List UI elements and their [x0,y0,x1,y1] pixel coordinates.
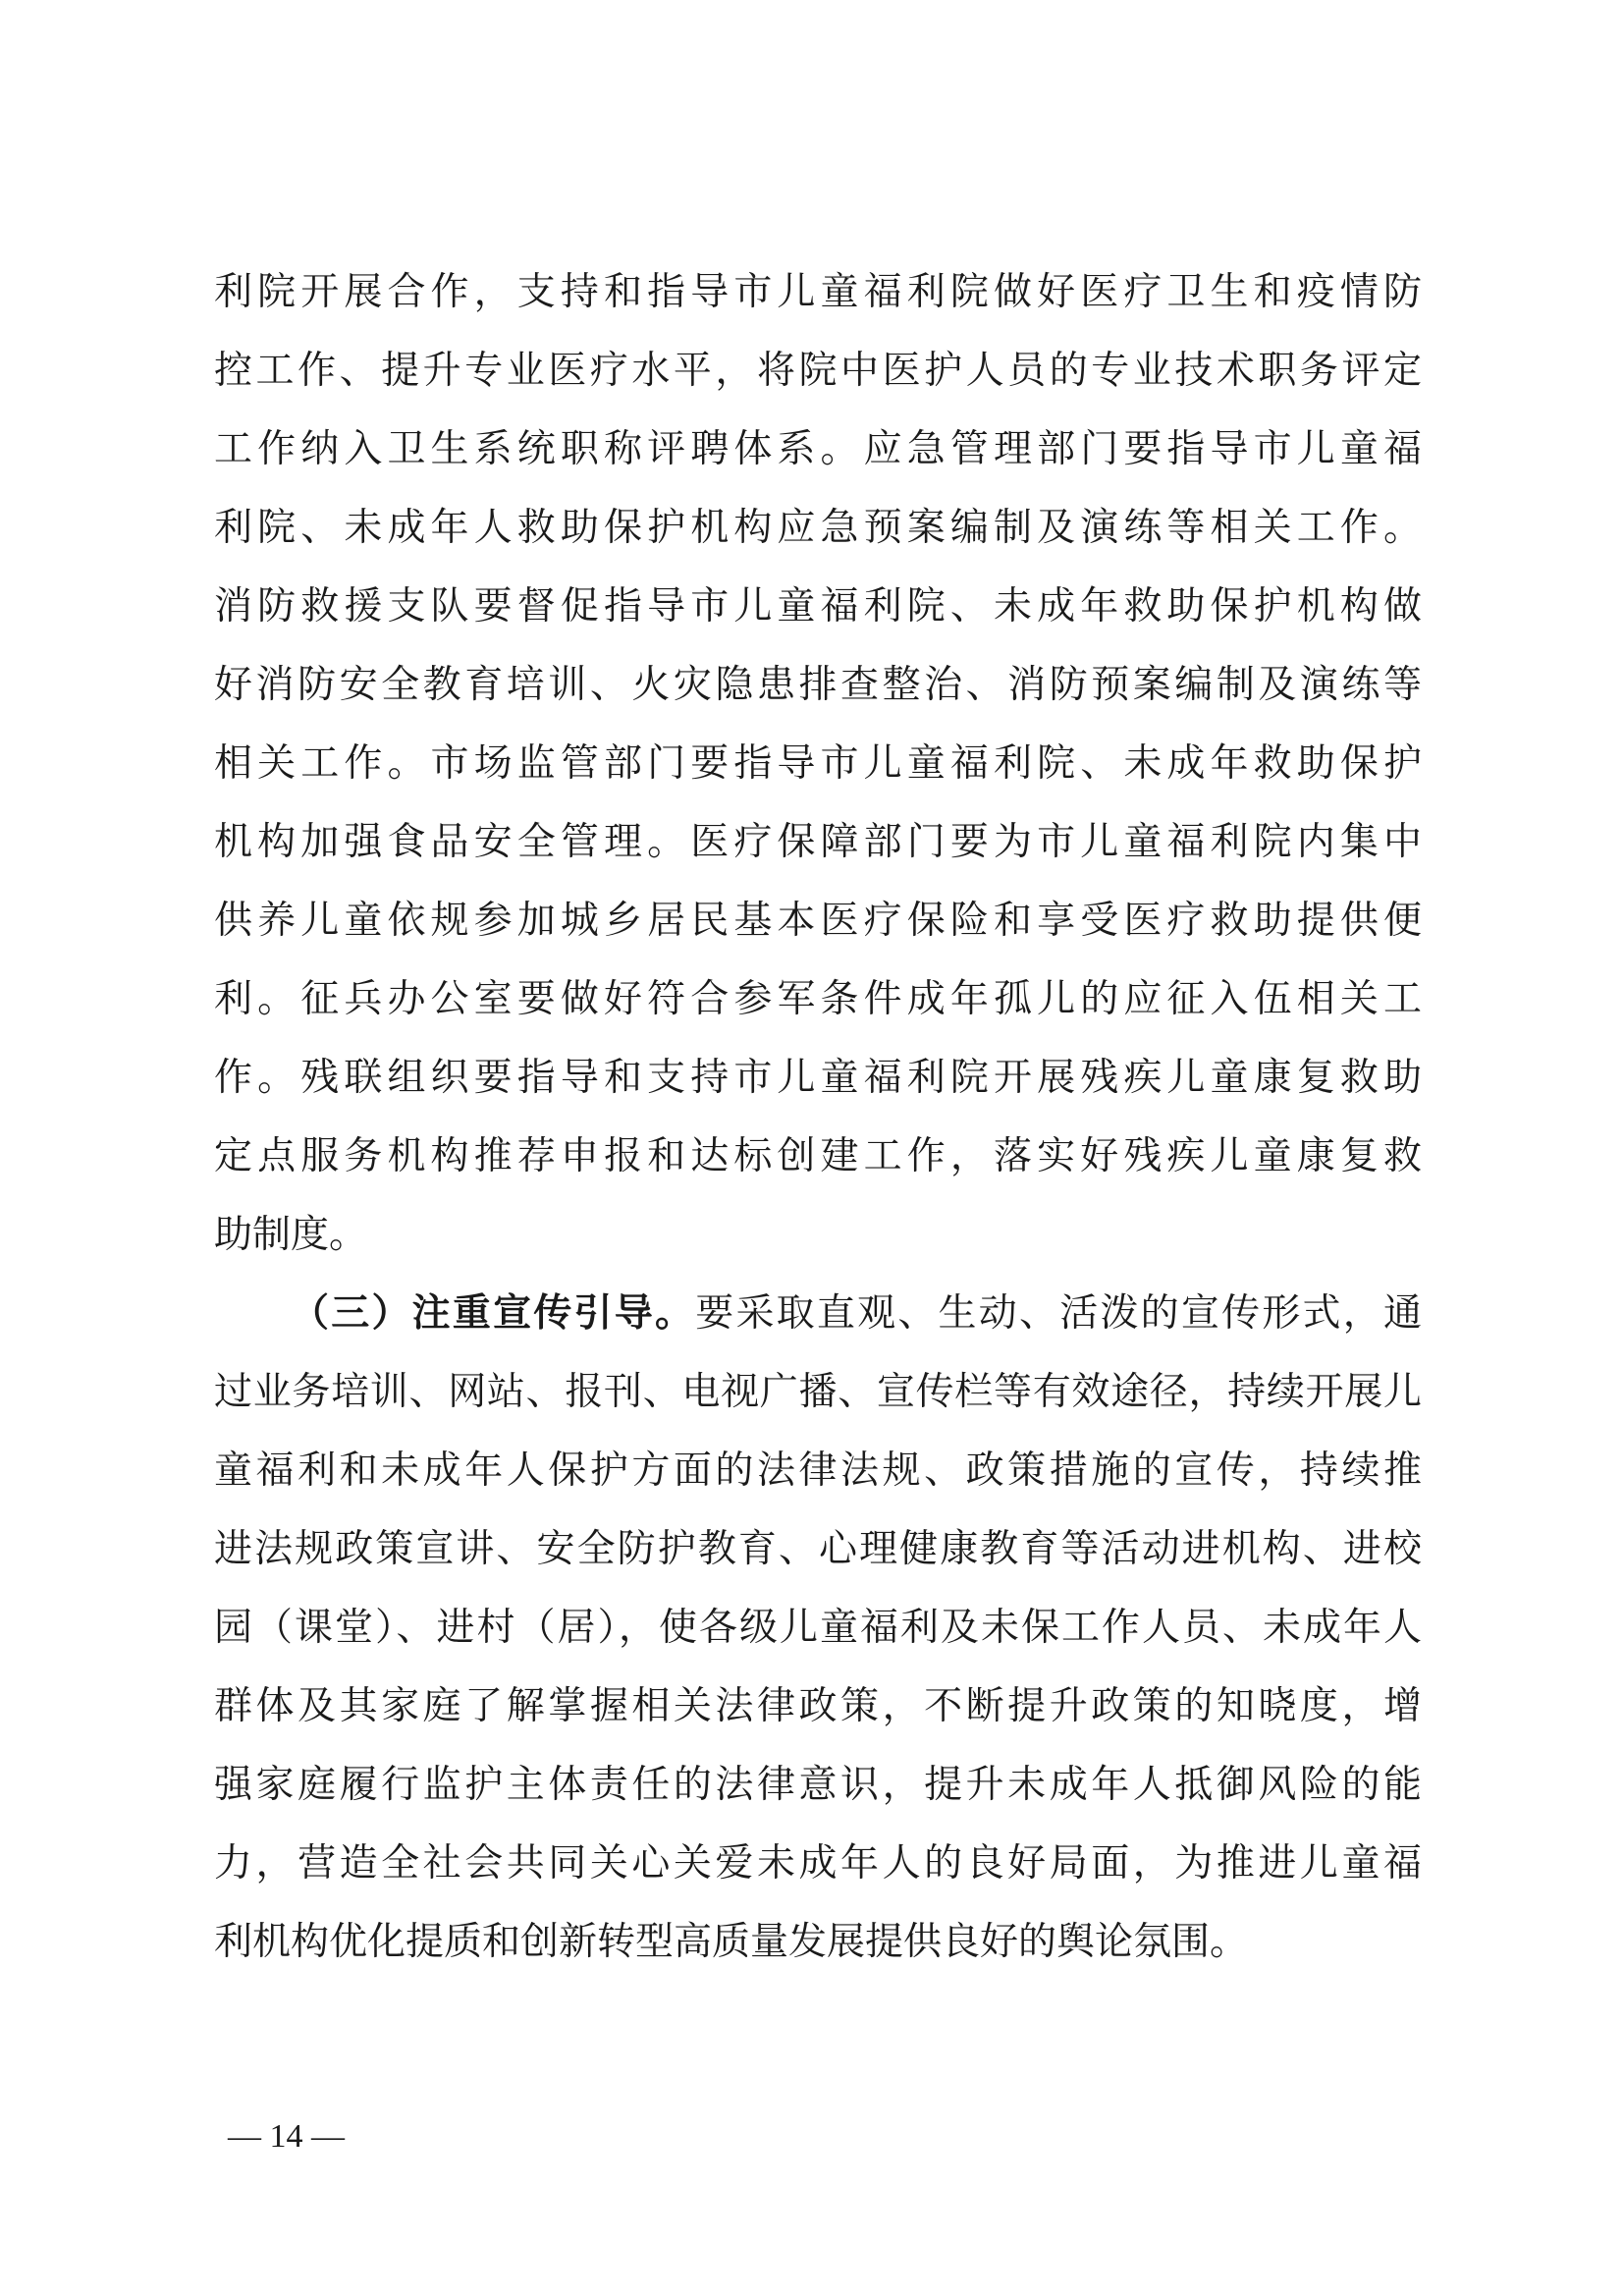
text-run: 要采取直观、生动、活泼的宣传形式，通 [695,1291,1422,1336]
text-line: 好消防安全教育培训、火灾隐患排查整治、消防预案编制及演练等 [214,663,1422,707]
text-line: 利院开展合作，支持和指导市儿童福利院做好医疗卫生和疫情防 [214,270,1422,314]
text-line: 童福利和未成年人保护方面的法律法规、政策措施的宣传，持续推 [214,1449,1422,1493]
text-line: 助制度。 [214,1213,368,1257]
text-line: 强家庭履行监护主体责任的法律意识，提升未成年人抵御风险的能 [214,1763,1422,1807]
body-text [214,253,1422,1982]
text-line: 控工作、提升专业医疗水平，将院中医护人员的专业技术职务评定 [214,349,1422,393]
text-line: 利。征兵办公室要做好符合参军条件成年孤儿的应征入伍相关工 [214,977,1422,1021]
text-line: 利院、未成年人救助保护机构应急预案编制及演练等相关工作。 [214,506,1422,550]
text-line: 定点服务机构推荐申报和达标创建工作，落实好残疾儿童康复救 [214,1134,1422,1178]
text-line: 群体及其家庭了解掌握相关法律政策，不断提升政策的知晓度，增 [214,1684,1422,1728]
text-line: 进法规政策宣讲、安全防护教育、心理健康教育等活动进机构、进校 [214,1527,1422,1571]
text-line: 利机构优化提质和创新转型高质量发展提供良好的舆论氛围。 [214,1920,1249,1964]
text-line: 供养儿童依规参加城乡居民基本医疗保险和享受医疗救助提供便 [214,899,1422,943]
text-line-first [214,1275,1422,1353]
text-line: 机构加强食品安全管理。医疗保障部门要为市儿童福利院内集中 [214,820,1422,864]
text-line: 园（课堂）、进村（居），使各级儿童福利及未保工作人员、未成年人 [214,1606,1422,1650]
page-number: — 14 — [228,2118,345,2155]
text-line: 相关工作。市场监管部门要指导市儿童福利院、未成年救助保护 [214,741,1422,786]
paragraph-1 [214,253,1422,1275]
text-line: 作。残联组织要指导和支持市儿童福利院开展残疾儿童康复救助 [214,1056,1422,1100]
text-line: 力，营造全社会共同关心关爱未成年人的良好局面，为推进儿童福 [214,1841,1422,1886]
paragraph-2 [214,1275,1422,1982]
section-heading: （三）注重宣传引导。 [291,1291,696,1336]
text-line: 工作纳入卫生系统职称评聘体系。应急管理部门要指导市儿童福 [214,427,1422,471]
text-line: 过业务培训、网站、报刊、电视广播、宣传栏等有效途径，持续开展儿 [214,1370,1422,1414]
text-line: 消防救援支队要督促指导市儿童福利院、未成年救助保护机构做 [214,584,1422,629]
